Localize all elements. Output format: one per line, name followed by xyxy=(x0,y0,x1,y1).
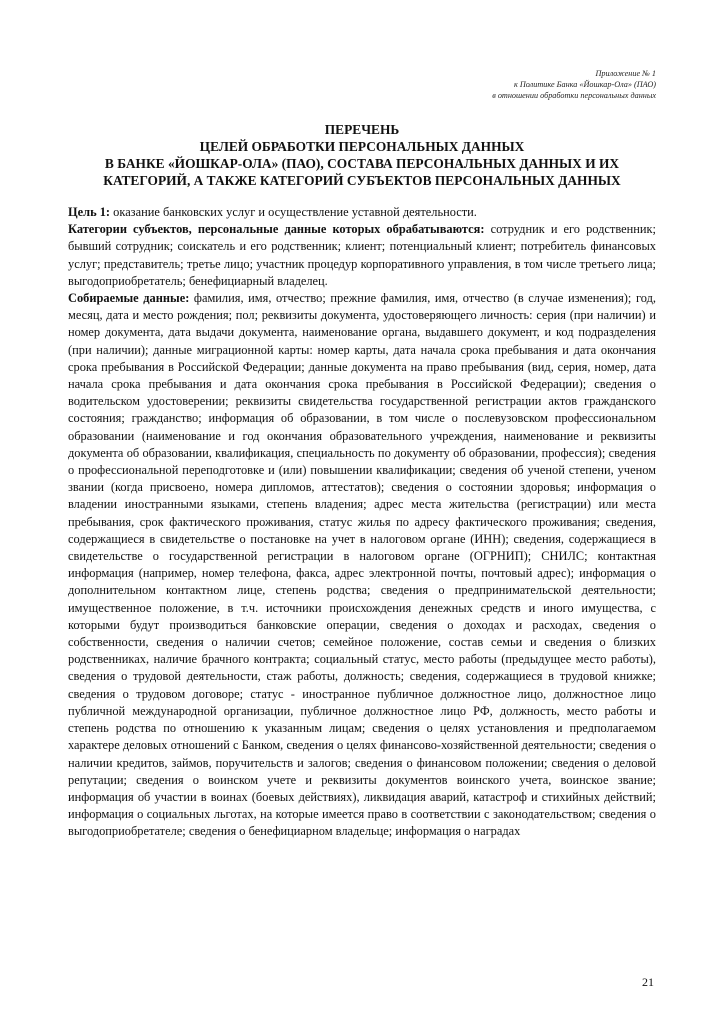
document-body xyxy=(68,204,656,841)
goal-label: Цель 1: xyxy=(68,205,111,219)
goal-text: оказание банковских услуг и осуществление уставной деятельности. xyxy=(110,205,477,219)
document-title xyxy=(64,121,660,189)
appendix-line-1: Приложение № 1 xyxy=(595,69,656,78)
collected-data-label: Собираемые данные: xyxy=(68,291,190,306)
appendix-note xyxy=(492,68,656,101)
title-line-3: В БАНКЕ «ЙОШКАР-ОЛА» (ПАО), СОСТАВА ПЕРСОНАЛЬНЫХ ДАННЫХ И ИХ xyxy=(104,156,620,171)
page-number: 21 xyxy=(642,975,654,989)
goal-paragraph xyxy=(68,204,656,221)
categories-label: Категории субъектов, персональные данные которых обрабатываются: xyxy=(68,222,485,237)
appendix-line-3: в отношении обработки персональных данных xyxy=(492,91,656,100)
appendix-line-2: к Политике Банка «Йошкар-Ола» (ПАО) xyxy=(513,80,656,89)
title-line-4: КАТЕГОРИЙ, А ТАКЖЕ КАТЕГОРИЙ СУБЪЕКТОВ ПЕРСОНАЛЬНЫХ ДАННЫХ xyxy=(103,173,621,188)
categories-paragraph xyxy=(68,221,656,290)
title-line-1: ПЕРЕЧЕНЬ xyxy=(324,122,400,137)
collected-data-text: фамилия, имя, отчество; прежние фамилия, имя, отчество (в случае изменения); год, месяц, дата и место рождения; пол; реквизиты документа, удостоверяющего личность: серия (при наличии) и номер документа, дата выдачи документа, наименование органа, выдавшего документ, и код подразделения (при наличии); данные миграционной карты: номер карты, дата начала срока пребывания и дата окончания срока пребывания в Российской Федерации; данные документа на право пребывания (вид, серия, номер, дата начала срока пребывания и дата окончания срока пребывания в Российской Федерации); сведения о водительском удостоверении; реквизиты свидетельства государственной регистрации актов гражданского состояния; гражданство; информация об образовании, в том числе о послевузовском профессиональном образовании (наименование и год окончания образовательного учреждения, наименование и реквизиты документа об образовании, квалификация, специальность по документу об образовании, профессия); сведения о профессиональной переподготовке и (или) повышении квалификации; сведения об ученой степени, ученом звании (когда присвоено, номера дипломов, аттестатов); сведения о состоянии здоровья; информация о владении иностранными языками, степень владения; адрес места жительства (регистрации) или места пребывания, срок фактического проживания, статус жилья по адресу фактического проживания; сведения, содержащиеся в свидетельстве о постановке на учет в налоговом органе (ИНН); сведения, содержащиеся в свидетельстве о государственной регистрации в налоговом органе (ОГРНИП); СНИЛС; контактная информация (например, номер телефона, факса, адрес электронной почты, почтовый адрес); информация о дополнительном контактном лице, степень родства; сведения о предпринимательской деятельности; имущественное положение, в т.ч. источники происхождения денежных средств и иного имущества, с которыми будут производиться банковские операции, сведения о доходах и расходах, сведения о собственности, сведения о наличии счетов; семейное положение, состав семьи и сведения о близких родственниках, наличие брачного контракта; социальный статус, место работы (предыдущее место работы), сведения о трудовой деятельности, стаж работы, должность; сведения, содержащиеся в трудовой книжке; сведения о трудовом договоре; статус - иностранное публичное должностное лицо, должностное лицо публичной международной организации, публичное должностное лицо РФ, должность, место работы и степень родства по отношению к указанным лицам; сведения о целях установления и предполагаемом характере деловых отношений с Банком, сведения о целях финансово-хозяйственной деятельности; сведения о наличии кредитов, займов, поручительств и залогов; сведения о финансовом положении; сведения о деловой репутации; сведения о воинском учете и реквизиты документов воинского учета, воинское звание; информация об участии в воинах (боевых действиях), ликвидация аварий, катастроф и стихийных действий; информация о социальных льготах, на которые имеется право в соответствии с законодательством; сведения о выгодоприобретателе; сведения о бенефициарном владельце; информация о наградах xyxy=(68,291,656,839)
collected-data-paragraph xyxy=(68,290,656,841)
categories-text: сотрудник и его родственник; бывший сотрудник; соискатель и его родственник; клиент; потенциальный клиент; потребитель финансовых услуг; представитель; третье лицо; участник процедур корпоративного управления, в том числе третьего лица; выгодоприобретатель; бенефициарный владелец. xyxy=(68,222,656,288)
title-line-2: ЦЕЛЕЙ ОБРАБОТКИ ПЕРСОНАЛЬНЫХ ДАННЫХ xyxy=(199,139,525,154)
